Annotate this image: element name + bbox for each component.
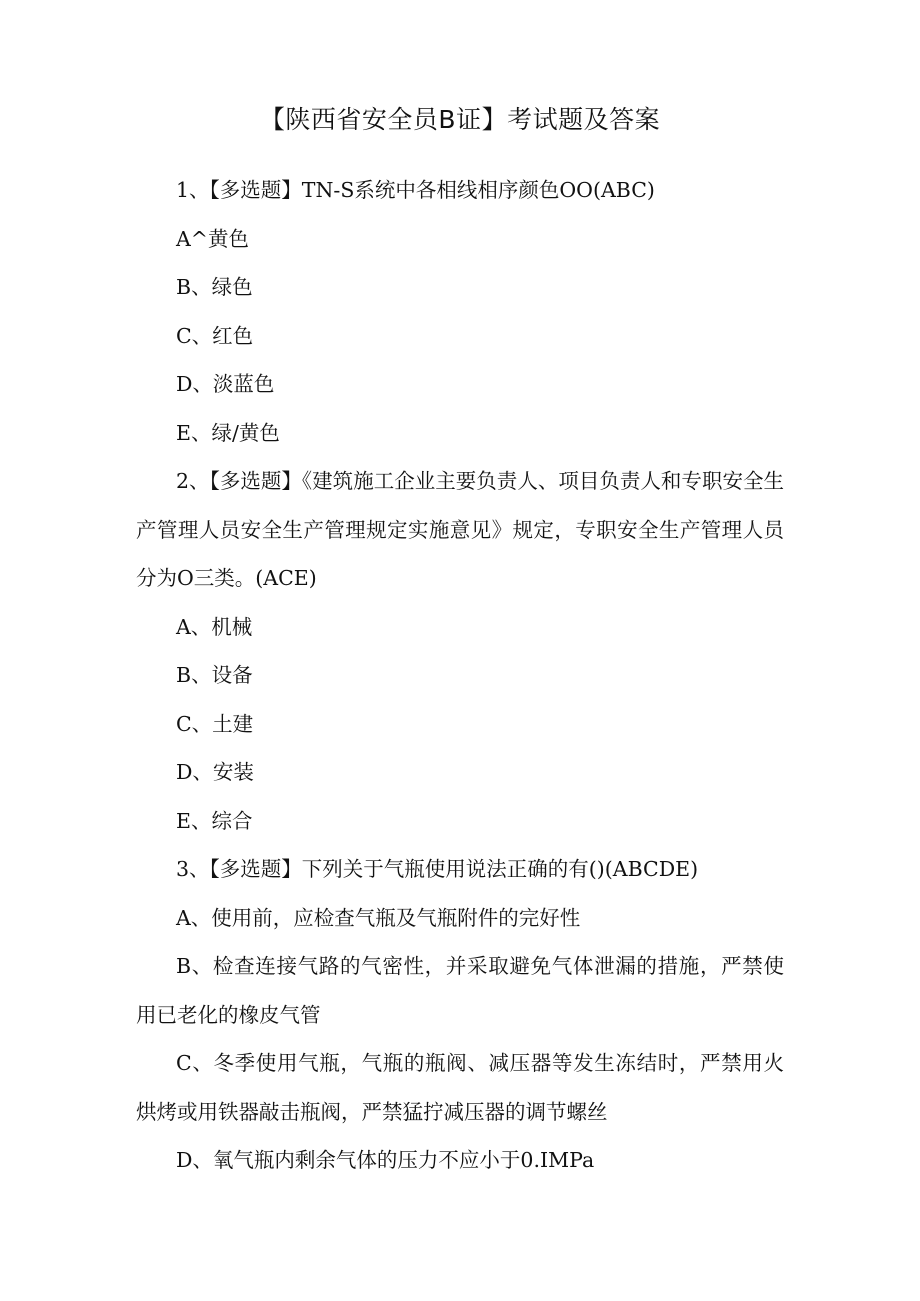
question-2-text: 2、【多选题】《建筑施工企业主要负责人、项目负责人和专职安全生产管理人员安全生产管理规定实施意见》规定，专职安全生产管理人员分为O三类。(ACE)	[136, 469, 784, 590]
question-3-option-a: A、使用前，应检查气瓶及气瓶附件的完好性	[176, 905, 581, 930]
question-1-option-a: A^黄色	[176, 226, 249, 251]
question-2-option-a: A、机械	[176, 614, 253, 639]
question-2-option-d: D、安装	[176, 760, 254, 784]
question-3-option-b: B、检查连接气路的气密性，并采取避免气体泄漏的措施，严禁使用已老化的橡皮气管	[136, 954, 784, 1027]
question-3-option-d: D、氧气瓶内剩余气体的压力不应小于0.IMPa	[176, 1148, 595, 1172]
question-3-text: 3、【多选题】下列关于气瓶使用说法正确的有()(ABCDE)	[176, 857, 699, 881]
question-2-option-c: C、土建	[176, 711, 254, 736]
document-body	[136, 166, 784, 1185]
question-2-option-e: E、综合	[176, 808, 253, 833]
question-1-option-b: B、绿色	[176, 275, 253, 299]
question-3-option-c: C、冬季使用气瓶，气瓶的瓶阀、减压器等发生冻结时，严禁用火烘烤或用铁器敲击瓶阀，严禁猛拧减压器的调节螺丝	[136, 1051, 784, 1124]
question-1-text: 1、【多选题】TN-S系统中各相线相序颜色OO(ABC)	[176, 178, 655, 202]
document-title: 【陕西省安全员B证】考试题及答案	[259, 105, 661, 134]
question-1-option-e: E、绿/黄色	[176, 420, 280, 445]
question-1-option-d: D、淡蓝色	[176, 372, 275, 396]
question-2-option-b: B、设备	[176, 663, 253, 687]
question-1-option-c: C、红色	[176, 323, 254, 348]
